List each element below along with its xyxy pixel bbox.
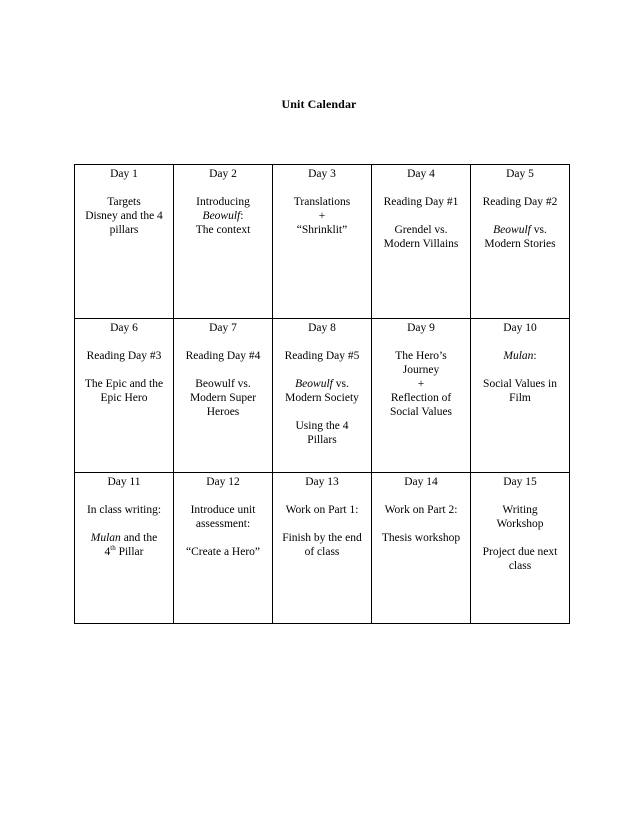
day-activity-line: Using the 4 bbox=[295, 420, 349, 432]
day-activity-line: Project due next bbox=[482, 546, 558, 558]
day-activity-line: of class bbox=[304, 546, 340, 558]
day-activity-line: Heroes bbox=[206, 406, 240, 418]
day-label: Day 7 bbox=[209, 322, 237, 334]
day-activity-line: The Epic and the bbox=[84, 378, 164, 390]
day-cell bbox=[174, 473, 273, 624]
day-activity-line: Modern Stories bbox=[484, 238, 556, 250]
day-activity-line: Finish by the end bbox=[282, 532, 362, 544]
day-activity-line: Reading Day #4 bbox=[185, 350, 261, 362]
calendar-week-row bbox=[75, 319, 570, 473]
day-activity-line: Reading Day #5 bbox=[284, 350, 360, 362]
day-cell bbox=[273, 319, 372, 473]
day-label: Day 1 bbox=[110, 168, 138, 180]
day-activity-line: Disney and the 4 bbox=[85, 210, 163, 222]
day-activity-line: In class writing: bbox=[86, 504, 162, 516]
day-activity-line: pillars bbox=[109, 224, 139, 236]
day-label: Day 13 bbox=[305, 476, 339, 488]
unit-calendar-table bbox=[74, 164, 570, 624]
day-activity-line: Social Values in bbox=[483, 378, 557, 390]
day-activity-line: class bbox=[508, 560, 532, 572]
day-activity-line: Targets bbox=[107, 196, 141, 208]
day-label: Day 4 bbox=[407, 168, 435, 180]
day-activity-line: “Create a Hero” bbox=[185, 546, 261, 558]
day-cell bbox=[75, 165, 174, 319]
day-label: Day 6 bbox=[110, 322, 138, 334]
day-activity-line: Beowulf vs. bbox=[493, 224, 547, 236]
day-activity-line: Beowulf vs. bbox=[195, 378, 251, 390]
day-activity-line: Modern Society bbox=[285, 392, 359, 404]
day-activity-line: Thesis workshop bbox=[381, 532, 461, 544]
day-label: Day 15 bbox=[503, 476, 537, 488]
day-activity-line: Grendel vs. bbox=[394, 224, 448, 236]
day-label: Day 8 bbox=[308, 322, 336, 334]
day-cell bbox=[75, 319, 174, 473]
day-cell bbox=[174, 165, 273, 319]
day-activity-line: Journey bbox=[402, 364, 440, 376]
day-label: Day 5 bbox=[506, 168, 534, 180]
day-activity-line: Epic Hero bbox=[100, 392, 148, 404]
day-activity-line: Beowulf: bbox=[202, 210, 244, 222]
calendar-week-row bbox=[75, 473, 570, 624]
day-activity-line: Social Values bbox=[389, 406, 453, 418]
day-activity-line: + bbox=[417, 378, 425, 390]
day-cell bbox=[372, 473, 471, 624]
day-activity-line: 4th Pillar bbox=[104, 544, 144, 558]
day-activity-line: Beowulf vs. bbox=[295, 378, 349, 390]
day-activity-line: assessment: bbox=[195, 518, 251, 530]
day-activity-line: Reading Day #1 bbox=[383, 196, 459, 208]
day-label: Day 10 bbox=[503, 322, 537, 334]
day-cell bbox=[471, 165, 570, 319]
day-activity-line: “Shrinklit” bbox=[296, 224, 348, 236]
day-cell bbox=[75, 473, 174, 624]
day-activity-line: + bbox=[318, 210, 326, 222]
day-cell bbox=[372, 165, 471, 319]
day-activity-line: Modern Villains bbox=[383, 238, 459, 250]
day-activity-line: The context bbox=[195, 224, 251, 236]
day-activity-line: Pillars bbox=[307, 434, 337, 446]
day-cell bbox=[174, 319, 273, 473]
day-label: Day 3 bbox=[308, 168, 336, 180]
day-label: Day 12 bbox=[206, 476, 240, 488]
day-cell bbox=[471, 473, 570, 624]
page-title: Unit Calendar bbox=[281, 97, 357, 111]
day-activity-line: Workshop bbox=[496, 518, 544, 530]
day-label: Day 2 bbox=[209, 168, 237, 180]
calendar-week-row bbox=[75, 165, 570, 319]
day-label: Day 9 bbox=[407, 322, 435, 334]
day-activity-line: Reflection of bbox=[390, 392, 452, 404]
day-activity-line: Reading Day #3 bbox=[86, 350, 162, 362]
day-label: Day 11 bbox=[107, 476, 141, 488]
day-cell bbox=[273, 165, 372, 319]
day-activity-line: Work on Part 1: bbox=[285, 504, 359, 516]
day-cell bbox=[372, 319, 471, 473]
day-cell bbox=[273, 473, 372, 624]
day-activity-line: Mulan and the bbox=[90, 532, 158, 544]
day-activity-line: Introducing bbox=[196, 196, 250, 208]
day-activity-line: Modern Super bbox=[189, 392, 257, 404]
day-activity-line: Work on Part 2: bbox=[384, 504, 458, 516]
day-activity-line: The Hero’s bbox=[395, 350, 447, 362]
day-activity-line: Introduce unit bbox=[190, 504, 256, 516]
day-activity-line: Writing bbox=[502, 504, 538, 516]
day-cell bbox=[471, 319, 570, 473]
day-activity-line: Translations bbox=[293, 196, 351, 208]
day-activity-line: Film bbox=[509, 392, 531, 404]
day-activity-line: Reading Day #2 bbox=[482, 196, 558, 208]
day-activity-line: Mulan: bbox=[503, 350, 537, 362]
day-label: Day 14 bbox=[404, 476, 438, 488]
